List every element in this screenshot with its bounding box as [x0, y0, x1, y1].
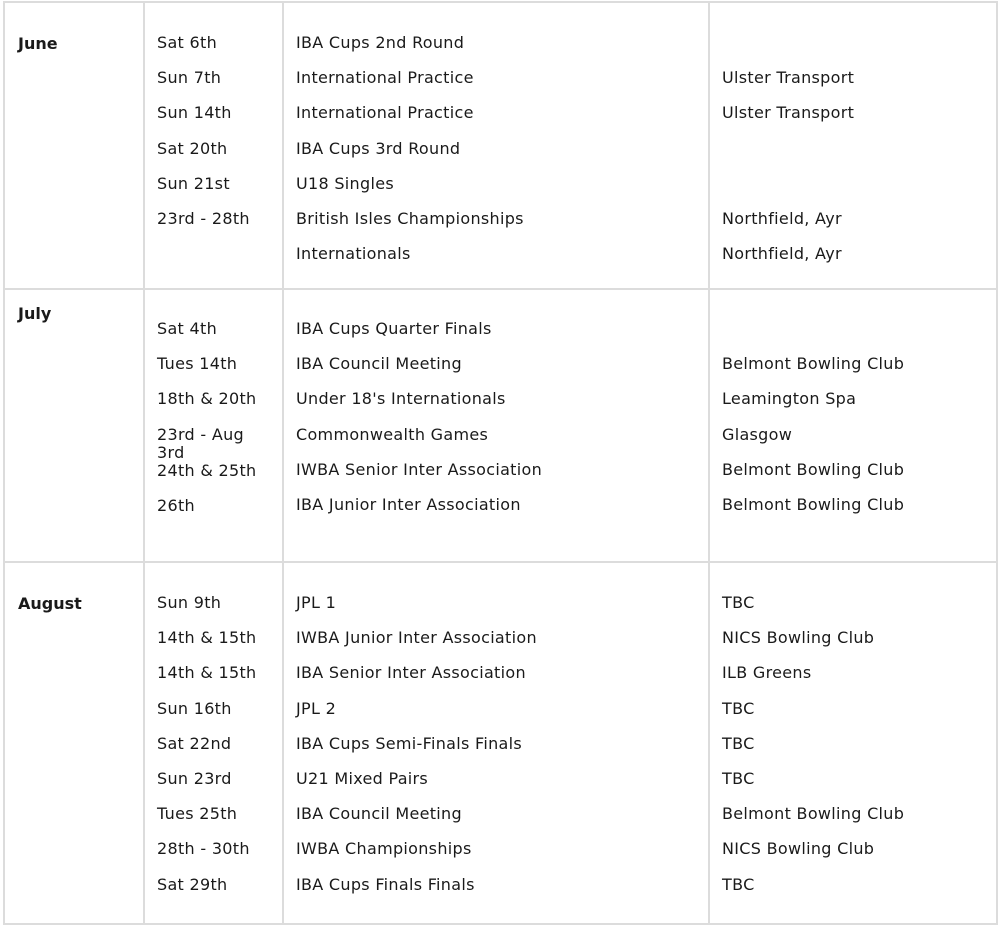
date-entry: Sun 16th — [157, 698, 232, 718]
venue-entry: Leamington Spa — [722, 389, 857, 409]
date-entry: Sat 6th — [157, 33, 218, 52]
venue-entry-list — [710, 290, 996, 531]
venue-entry — [722, 320, 996, 355]
venue-entry-list — [710, 563, 996, 911]
event-entry: IWBA Junior Inter Association — [296, 628, 537, 648]
date-entry: Sun 23rd — [157, 768, 232, 788]
date-entry: 14th & 15th — [157, 628, 257, 648]
venue-entry: NICS Bowling Club — [722, 628, 875, 648]
venue-entry — [722, 175, 996, 210]
event-entry: IBA Junior Inter Association — [296, 494, 521, 514]
events-cell — [283, 289, 709, 562]
event-entry: JPL 1 — [296, 593, 337, 612]
month-label: June — [18, 34, 58, 53]
month-cell — [4, 289, 144, 562]
events-cell — [283, 2, 709, 289]
date-entry: Sun 21st — [157, 173, 230, 193]
venue-entry: Belmont Bowling Club — [722, 494, 905, 514]
venue-entry: TBC — [722, 874, 755, 894]
date-entry: Sat 29th — [157, 874, 228, 894]
event-entry: JPL 2 — [296, 698, 337, 718]
venue-entry: NICS Bowling Club — [722, 839, 875, 859]
event-entry: British Isles Championships — [296, 208, 524, 228]
venues-cell — [709, 2, 997, 289]
event-entry: IBA Cups Finals Finals — [296, 874, 475, 894]
events-cell — [283, 562, 709, 924]
venue-entry: Belmont Bowling Club — [722, 804, 905, 824]
event-entry: Under 18's Internationals — [296, 389, 506, 409]
date-entry: Sun 7th — [157, 68, 222, 88]
event-entry: IBA Senior Inter Association — [296, 663, 526, 683]
date-entry: 23rd - Aug 3rd — [157, 424, 244, 462]
date-entry: 23rd - 28th — [157, 208, 250, 228]
date-entry-list — [145, 290, 282, 532]
date-entry: Tues 14th — [157, 354, 238, 374]
month-cell — [4, 562, 144, 924]
date-entry: 14th & 15th — [157, 663, 257, 683]
date-entry: Sat 22nd — [157, 733, 232, 753]
venue-entry: Belmont Bowling Club — [722, 354, 905, 374]
date-entry-list — [145, 3, 282, 245]
month-row-june — [4, 2, 997, 289]
date-entry: 28th - 30th — [157, 839, 250, 859]
dates-cell — [144, 289, 283, 562]
date-entry: Sun 9th — [157, 593, 222, 612]
venue-entry: Ulster Transport — [722, 103, 855, 123]
month-row-july — [4, 289, 997, 562]
event-entry: International Practice — [296, 68, 474, 88]
event-entry: Internationals — [296, 244, 411, 264]
venue-entry: Northfield, Ayr — [722, 208, 842, 228]
venue-entry: TBC — [722, 768, 755, 788]
event-entry-list — [284, 3, 708, 280]
event-entry-list — [284, 563, 708, 911]
venue-entry: Belmont Bowling Club — [722, 459, 905, 479]
event-entry: IWBA Championships — [296, 839, 472, 859]
event-entry: International Practice — [296, 103, 474, 123]
event-entry: IWBA Senior Inter Association — [296, 459, 543, 479]
event-entry: U18 Singles — [296, 173, 394, 193]
date-entry: 26th — [157, 495, 195, 515]
fixtures-table — [3, 1, 998, 925]
event-entry: IBA Cups Semi-Finals Finals — [296, 733, 523, 753]
venue-entry — [722, 34, 996, 69]
venue-entry-list — [710, 3, 996, 280]
event-entry-list — [284, 290, 708, 531]
month-label: July — [18, 304, 52, 323]
month-row-august — [4, 562, 997, 924]
dates-cell — [144, 562, 283, 924]
date-entry: Sat 4th — [157, 319, 218, 338]
venue-entry: TBC — [722, 593, 755, 612]
date-entry: Tues 25th — [157, 804, 238, 824]
date-entry: 24th & 25th — [157, 460, 257, 480]
date-entry: Sat 20th — [157, 138, 228, 158]
venue-entry: TBC — [722, 733, 755, 753]
dates-cell — [144, 2, 283, 289]
venues-cell — [709, 562, 997, 924]
event-entry: U21 Mixed Pairs — [296, 768, 429, 788]
event-entry: IBA Council Meeting — [296, 804, 462, 824]
venues-cell — [709, 289, 997, 562]
venue-entry — [722, 140, 996, 175]
event-entry: IBA Council Meeting — [296, 354, 462, 374]
venue-entry: Northfield, Ayr — [722, 244, 842, 264]
event-entry: IBA Cups 2nd Round — [296, 33, 465, 52]
month-cell — [4, 2, 144, 289]
event-entry: Commonwealth Games — [296, 424, 489, 444]
date-entry-list — [145, 563, 282, 911]
event-entry: IBA Cups Quarter Finals — [296, 319, 492, 338]
month-label: August — [18, 594, 82, 613]
venue-entry: ILB Greens — [722, 663, 812, 683]
event-entry: IBA Cups 3rd Round — [296, 138, 461, 158]
venue-entry: TBC — [722, 698, 755, 718]
venue-entry: Ulster Transport — [722, 68, 855, 88]
fixtures-body — [4, 2, 997, 924]
date-entry: 18th & 20th — [157, 389, 257, 409]
venue-entry: Glasgow — [722, 424, 793, 444]
date-entry: Sun 14th — [157, 103, 232, 123]
